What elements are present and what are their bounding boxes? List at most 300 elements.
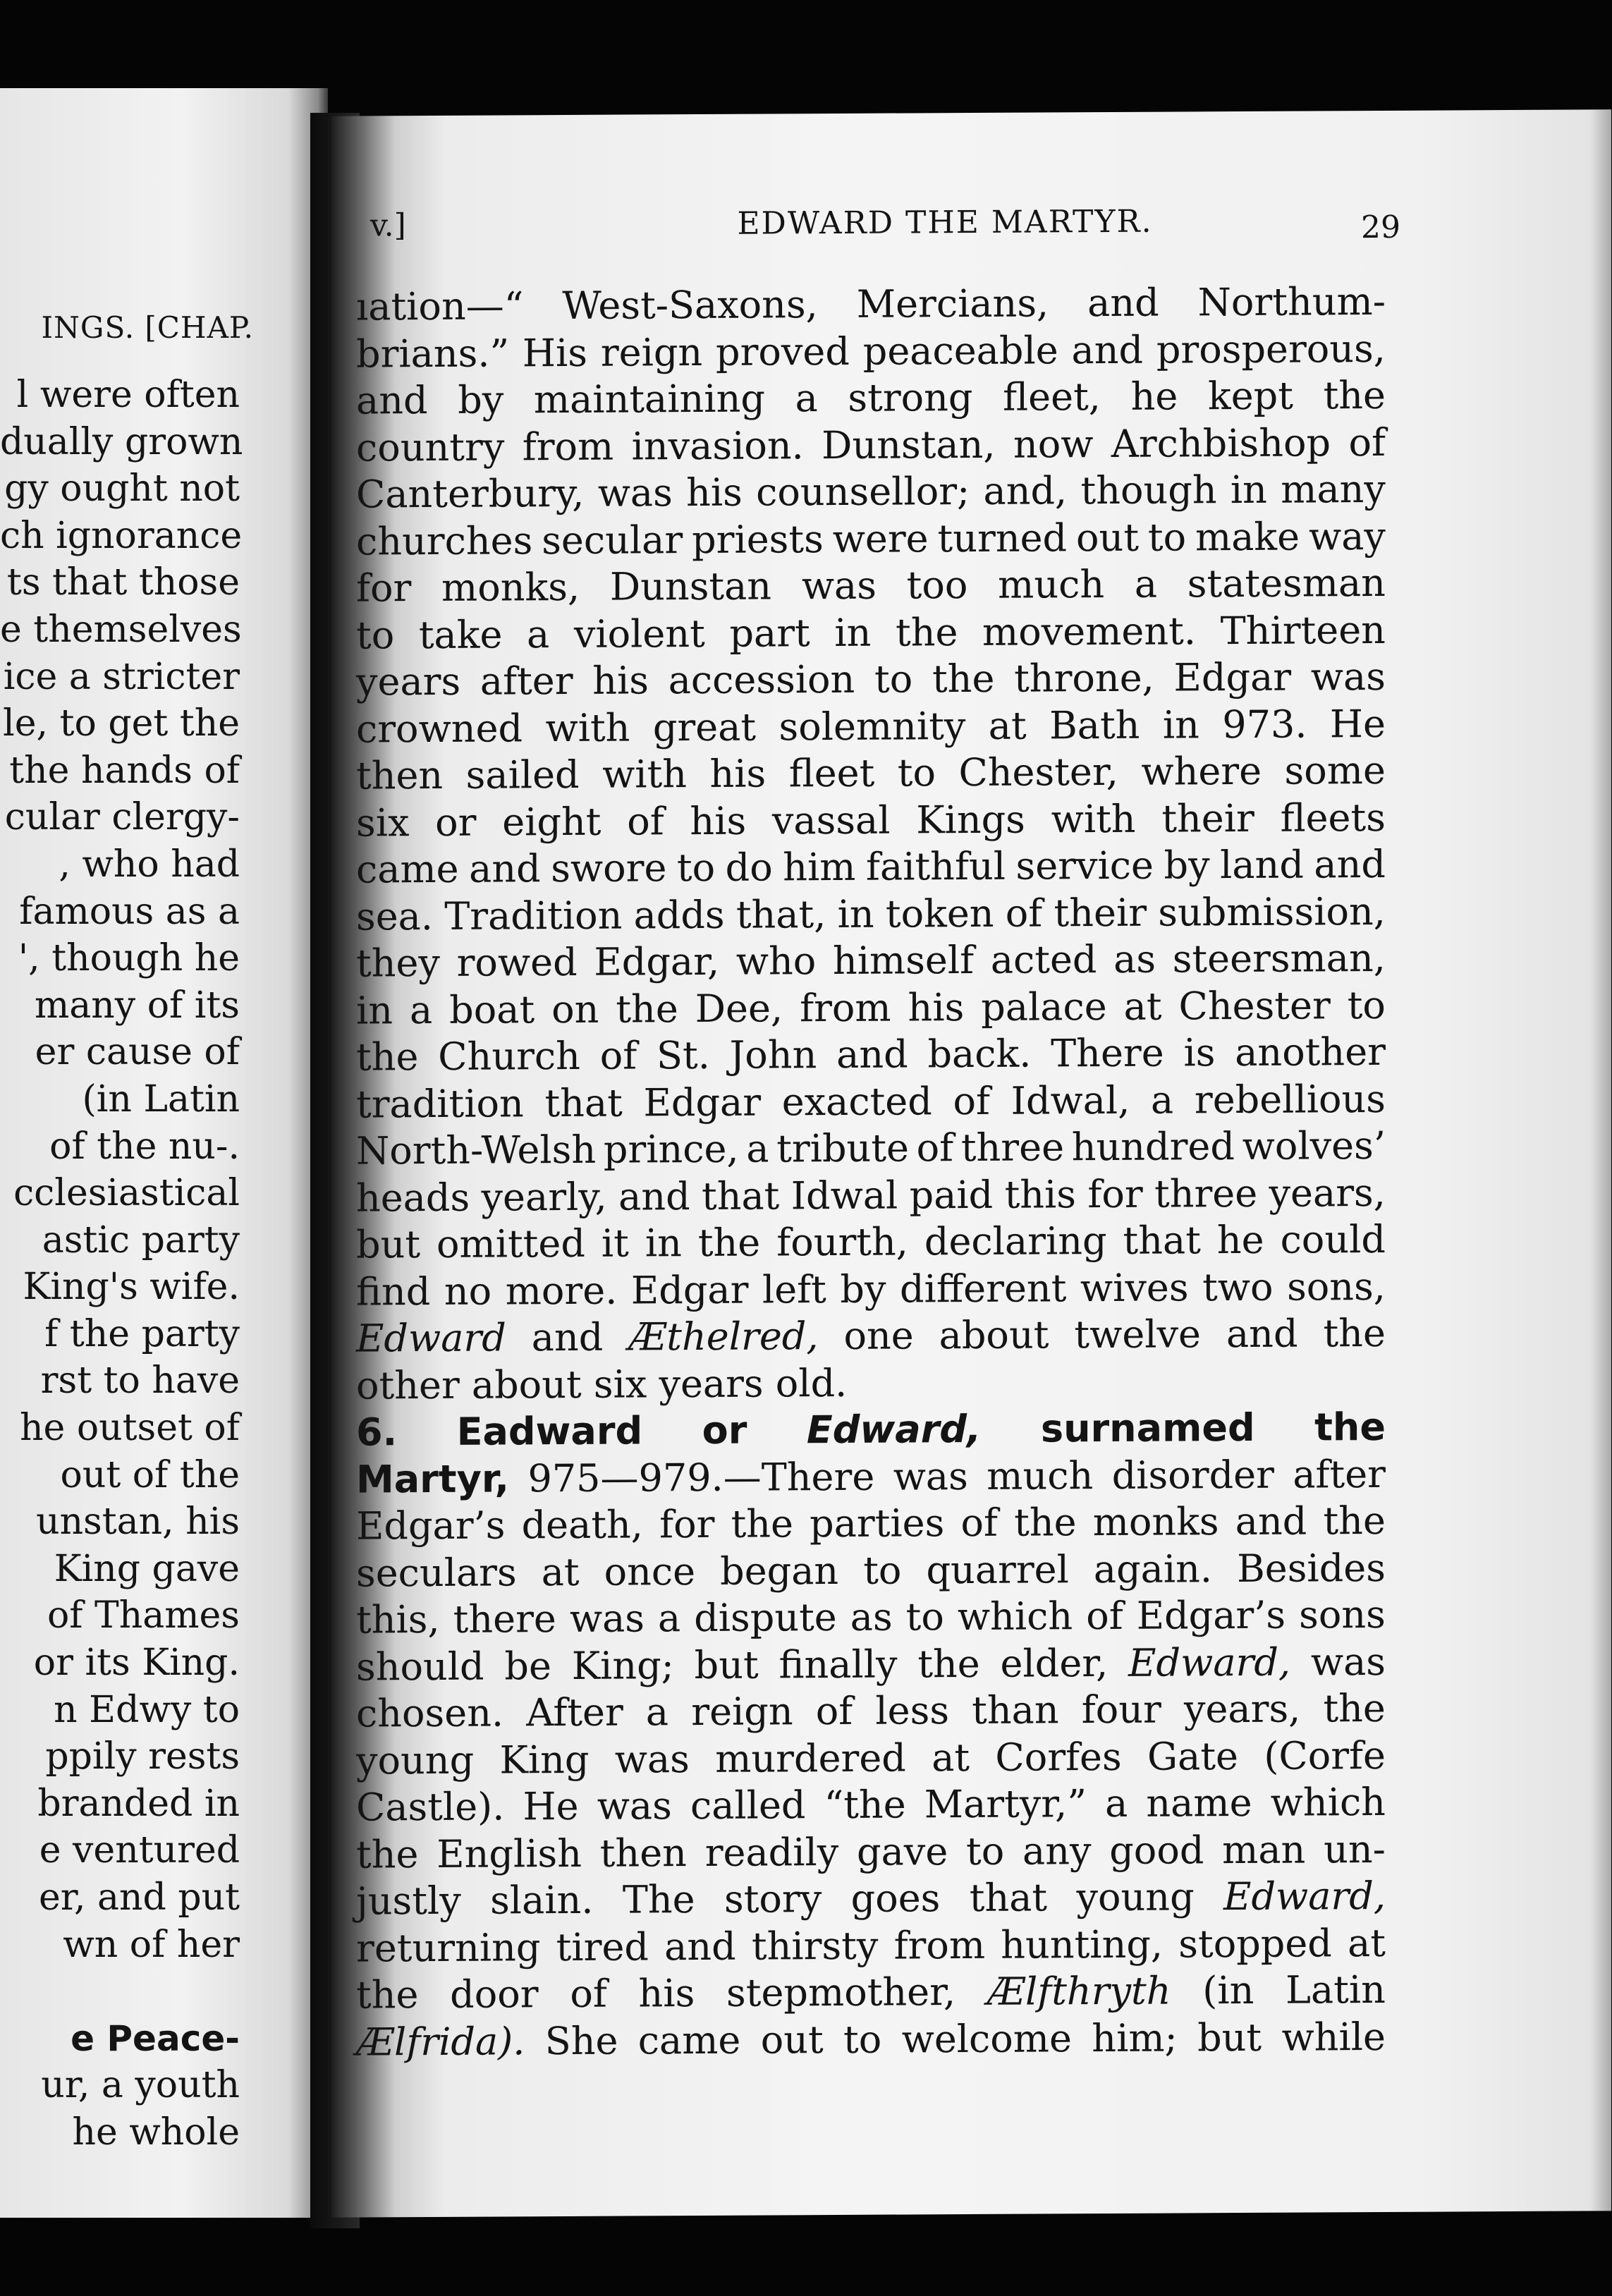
left-page-line: l were often <box>16 374 240 416</box>
word: North-Welsh <box>356 1127 597 1173</box>
word: make <box>1195 514 1300 559</box>
word: faithful <box>866 843 1006 889</box>
word: of <box>916 1125 954 1171</box>
word: gave <box>857 1828 948 1874</box>
word: Edgar’s <box>1136 1592 1286 1638</box>
word: to <box>843 2017 882 2062</box>
word: back. <box>927 1031 1032 1077</box>
text-line <box>356 1967 1386 2019</box>
word: no <box>444 1269 492 1314</box>
word: too <box>906 563 968 608</box>
word: in <box>837 891 874 936</box>
word: their <box>1161 795 1254 841</box>
word: three <box>960 1125 1065 1171</box>
left-page-line: the hands of <box>9 749 240 792</box>
left-page-line: ppily rests <box>45 1735 240 1778</box>
word: good <box>1109 1827 1204 1873</box>
word: He <box>1329 701 1386 746</box>
text-line <box>356 1592 1386 1644</box>
word: their <box>1054 890 1147 935</box>
word: Eadward <box>456 1408 643 1454</box>
word: invasion. <box>631 422 804 469</box>
page-number: 29 <box>1361 209 1400 246</box>
left-page-header: INGS. [CHAP. <box>41 310 254 345</box>
text-line <box>356 794 1386 846</box>
word: Edgar <box>643 1080 762 1125</box>
word: palace <box>981 984 1107 1030</box>
word: the <box>1014 1500 1077 1545</box>
word: the <box>356 1831 419 1877</box>
word: the <box>356 1034 419 1080</box>
word: chosen. <box>356 1690 504 1736</box>
word: St. <box>657 1032 710 1078</box>
word: violent <box>573 611 705 657</box>
word: many <box>1281 466 1386 512</box>
word: that <box>544 1080 623 1125</box>
word: Martyr,” <box>924 1781 1087 1827</box>
left-page-line: , who had <box>59 843 240 886</box>
word: monks, <box>441 564 580 610</box>
word: and <box>664 1924 736 1969</box>
right-page <box>331 109 1611 2218</box>
word: fleet, <box>1003 374 1101 420</box>
word: un- <box>1324 1826 1386 1871</box>
word: parties <box>810 1501 945 1546</box>
word: proved <box>716 329 850 374</box>
word: himself <box>832 937 975 984</box>
word: of <box>627 798 664 844</box>
word: was <box>597 470 673 515</box>
text-line <box>356 1451 1386 1503</box>
word: Thirteen <box>1220 607 1386 653</box>
word: be <box>504 1643 551 1688</box>
left-page-line <box>0 1968 240 2015</box>
word: tradition <box>356 1080 524 1127</box>
word: which <box>957 1594 1073 1639</box>
word: his <box>690 798 747 843</box>
word: young <box>1076 1874 1195 1920</box>
left-page-line: unstan, his <box>36 1501 240 1544</box>
word: with <box>1051 796 1136 841</box>
word: great <box>652 704 757 750</box>
word: finally <box>778 1642 898 1687</box>
word: and <box>618 1173 690 1219</box>
word: was <box>614 1736 690 1782</box>
left-page-line: of the nu-. <box>49 1125 240 1168</box>
text-line <box>356 1544 1386 1596</box>
text-line <box>356 1685 1386 1738</box>
word: solemnity <box>778 703 966 749</box>
word: a <box>1134 561 1158 606</box>
word: Mercians, <box>856 281 1049 326</box>
word: out <box>760 2017 824 2063</box>
word: crowned <box>356 705 523 752</box>
word: sons, <box>1287 1264 1386 1309</box>
word: the <box>896 609 958 655</box>
text-line <box>356 1732 1386 1784</box>
text-line <box>356 2013 1386 2065</box>
word: hundred <box>1071 1124 1235 1170</box>
left-page-text <box>0 372 243 2156</box>
word: swore <box>551 845 667 891</box>
word: murdered <box>715 1735 906 1781</box>
word: slain. <box>490 1877 594 1923</box>
word: Ælfrida). <box>356 2018 525 2065</box>
word: and <box>1314 841 1386 887</box>
word: fleet <box>788 750 875 796</box>
word: eight <box>502 799 602 844</box>
text-line <box>356 1404 1386 1456</box>
word: 6. <box>356 1410 398 1455</box>
word: fourth, <box>776 1219 908 1265</box>
word: called <box>690 1783 806 1828</box>
word: 973. <box>1222 702 1307 747</box>
word: the <box>1323 1498 1386 1544</box>
word: out <box>1076 515 1140 560</box>
word: country <box>356 424 505 470</box>
word: wives <box>1080 1264 1189 1310</box>
left-page-line: ts that those <box>6 561 240 604</box>
word: accession <box>668 657 855 703</box>
word: to <box>905 1594 944 1639</box>
word: Edgar’s <box>356 1503 506 1549</box>
word: man <box>1222 1827 1306 1872</box>
word: stepmother, <box>726 1970 956 2015</box>
word: to <box>1147 514 1187 560</box>
text-line <box>356 513 1386 565</box>
word: was <box>1310 1639 1386 1684</box>
left-page-line: branded in <box>37 1782 240 1825</box>
word: once <box>604 1549 696 1594</box>
word: the <box>917 1641 980 1686</box>
word: Dunstan, <box>822 422 996 468</box>
word: two <box>1202 1264 1274 1309</box>
word: surnamed <box>1040 1405 1255 1451</box>
word: his <box>686 470 743 515</box>
left-page-line: cular clergy- <box>4 796 240 839</box>
word: Edward, <box>1223 1873 1386 1919</box>
word: one <box>843 1313 914 1358</box>
word: Canterbury, <box>356 470 585 517</box>
left-page-line: er cause of <box>35 1031 240 1074</box>
word: secular <box>542 517 683 563</box>
text-line <box>356 419 1386 471</box>
word: by <box>1164 843 1210 888</box>
word: maintaining <box>533 376 765 422</box>
word: from <box>522 424 614 469</box>
text-line <box>356 1310 1386 1362</box>
word: Idwal, <box>1010 1077 1130 1123</box>
word: way <box>1309 513 1386 558</box>
word: of <box>599 1033 637 1078</box>
word: (Corfe <box>1264 1733 1386 1778</box>
left-page-line: e themselves <box>0 608 242 651</box>
left-page-line: rst to have <box>40 1360 240 1403</box>
word: strong <box>848 374 973 420</box>
left-page-line: astic party <box>42 1219 240 1262</box>
word: Dunstan <box>609 563 772 609</box>
word: from <box>800 985 891 1030</box>
word: elder, <box>1000 1640 1109 1686</box>
word: the <box>1314 1404 1386 1450</box>
word: that <box>1123 1218 1201 1263</box>
word: seculars <box>356 1549 517 1596</box>
word: where <box>1141 748 1262 794</box>
word: Æthelred, <box>628 1314 819 1360</box>
word: that, <box>735 891 826 937</box>
text-line <box>356 1498 1386 1550</box>
word: fleets <box>1280 795 1386 841</box>
left-page-line: e Peace- <box>71 2017 240 2059</box>
word: Edward, <box>806 1406 982 1453</box>
word: to <box>356 612 395 658</box>
word: while <box>1281 2014 1386 2060</box>
word: in <box>1230 467 1267 513</box>
word: in <box>356 987 393 1033</box>
word: exacted <box>781 1078 932 1124</box>
text-line <box>356 606 1386 659</box>
word: readily <box>704 1829 839 1875</box>
word: another <box>1235 1029 1386 1075</box>
word: came <box>356 846 459 892</box>
word: but <box>694 1642 759 1687</box>
text-line <box>356 1873 1386 1925</box>
word: John <box>729 1032 817 1077</box>
word: movement. <box>982 608 1197 654</box>
word: Edward, <box>1128 1639 1291 1685</box>
word: tired <box>556 1924 649 1970</box>
word: of <box>1348 420 1386 465</box>
word: omitted <box>436 1221 585 1266</box>
text-line <box>356 935 1386 987</box>
word: stopped <box>1178 1920 1332 1966</box>
word: Tradition <box>444 893 623 939</box>
word: Latin <box>1286 1967 1386 2013</box>
word: him; <box>1092 2015 1178 2060</box>
word: after <box>480 658 573 704</box>
word: dispute <box>694 1594 837 1641</box>
word: his <box>638 1971 695 2016</box>
word: was <box>893 1453 968 1499</box>
word: His <box>522 330 587 375</box>
left-page-line: ', though he <box>18 937 240 980</box>
word: and <box>469 846 541 891</box>
word: to <box>676 845 716 891</box>
word: twelve <box>1074 1312 1202 1357</box>
left-page-line: gy ought not <box>4 468 240 511</box>
word: it <box>601 1221 629 1266</box>
word: he <box>1130 374 1178 419</box>
word: West-Saxons, <box>562 282 818 329</box>
word: Church <box>438 1033 580 1079</box>
word: on <box>551 987 599 1032</box>
left-page <box>0 88 328 2218</box>
word: a <box>1151 1077 1174 1123</box>
word: Edgar <box>1173 654 1292 700</box>
word: (in <box>1202 1967 1254 2013</box>
word: or <box>435 800 477 845</box>
word: to <box>863 1548 902 1593</box>
word: and <box>1235 1498 1307 1544</box>
word: some <box>1284 747 1386 793</box>
word: by <box>840 1266 886 1312</box>
word: hunting, <box>1001 1922 1164 1967</box>
word: After <box>526 1690 623 1735</box>
word: four <box>1081 1687 1161 1733</box>
word: than <box>972 1687 1059 1733</box>
word: the <box>697 1220 761 1266</box>
word: his <box>709 751 767 796</box>
word: that <box>702 1173 780 1219</box>
word: of <box>1086 1593 1123 1639</box>
word: he <box>1216 1217 1264 1263</box>
word: service <box>1015 843 1154 889</box>
word: to <box>966 1828 1005 1874</box>
word: sailed <box>465 752 580 798</box>
word: was <box>1310 654 1386 700</box>
word: declaring <box>924 1218 1107 1264</box>
text-line <box>356 888 1386 940</box>
word: years, <box>1269 1170 1386 1216</box>
word: part <box>729 610 810 656</box>
left-page-line: or its King. <box>33 1642 240 1685</box>
word: brians.” <box>356 330 510 377</box>
word: again. <box>1093 1546 1213 1592</box>
word: Gate <box>1147 1733 1239 1779</box>
word: young <box>356 1738 475 1783</box>
word: The <box>622 1877 695 1922</box>
word: now <box>1013 421 1094 467</box>
left-page-line: dually grown <box>0 420 243 463</box>
word: the <box>731 1501 793 1546</box>
word: about <box>939 1312 1049 1358</box>
word: statesman <box>1187 560 1386 606</box>
word: prince, <box>603 1126 739 1172</box>
word: at <box>932 1735 970 1780</box>
word: English <box>436 1831 582 1876</box>
word: was <box>597 1783 672 1828</box>
word: is <box>1183 1030 1216 1075</box>
word: Idwal <box>790 1173 898 1218</box>
text-line <box>356 1779 1386 1831</box>
word: for <box>659 1501 715 1547</box>
page-title: EDWARD THE MARTYR. <box>737 203 1153 242</box>
word: steersman, <box>1172 935 1386 982</box>
word: story <box>724 1876 822 1922</box>
text-line <box>356 372 1386 425</box>
word: in <box>1162 702 1199 747</box>
left-page-line: out of the <box>60 1453 240 1496</box>
text-line <box>356 747 1386 800</box>
left-page-line: wn of her <box>63 1923 240 1966</box>
left-page-line: ice a stricter <box>3 655 240 698</box>
word: “the <box>824 1782 906 1828</box>
word: Bath <box>1049 702 1140 747</box>
word: tribute <box>776 1125 909 1171</box>
word: find <box>356 1269 431 1314</box>
word: his <box>908 984 965 1030</box>
word: goes <box>850 1876 941 1921</box>
word: and <box>836 1032 908 1077</box>
word: they <box>356 940 440 986</box>
word: Besides <box>1237 1545 1386 1591</box>
word: Dee, <box>695 985 783 1031</box>
word: with <box>545 705 630 750</box>
text-line <box>356 1826 1386 1878</box>
word: Corfes <box>995 1734 1122 1780</box>
word: the <box>932 656 995 702</box>
text-line <box>356 466 1386 518</box>
word: years <box>356 659 461 704</box>
word: then <box>356 752 444 798</box>
word: Edgar, <box>594 939 720 984</box>
word: of <box>960 1500 998 1546</box>
word: three <box>1154 1171 1258 1216</box>
page-edge-shadow <box>1590 109 1611 2211</box>
word: monks <box>1092 1499 1219 1545</box>
left-page-line: e ventured <box>39 1829 240 1872</box>
word: rebellious <box>1194 1076 1386 1122</box>
word: this, <box>356 1596 440 1642</box>
text-line <box>356 1638 1386 1690</box>
text-line <box>356 1357 1386 1409</box>
word: could <box>1280 1216 1386 1262</box>
word: turned <box>937 515 1068 561</box>
word: from <box>893 1922 986 1968</box>
word: kept <box>1207 373 1293 419</box>
word: Martyr, <box>356 1455 510 1502</box>
word: justly <box>356 1878 461 1924</box>
word: this <box>1004 1171 1077 1217</box>
word: after <box>1293 1451 1386 1497</box>
word: began <box>720 1548 839 1594</box>
word: but <box>356 1222 421 1267</box>
word: death, <box>521 1502 643 1548</box>
word: do <box>725 845 773 890</box>
text-line <box>356 841 1386 893</box>
word: left <box>762 1266 826 1312</box>
running-header <box>331 202 1400 250</box>
word: heads <box>356 1175 470 1221</box>
word: of <box>953 1078 990 1123</box>
word: She <box>544 2018 618 2063</box>
left-page-line: ur, a youth <box>41 2064 240 2107</box>
word: the <box>1323 1685 1386 1731</box>
word: There <box>1051 1030 1164 1076</box>
text-line <box>356 1075 1386 1128</box>
word: or <box>702 1407 747 1453</box>
word: and, <box>983 468 1068 513</box>
word: should <box>356 1644 484 1690</box>
word: Chester <box>1178 982 1331 1028</box>
word: quarrel <box>926 1546 1069 1592</box>
word: years, <box>1183 1686 1301 1732</box>
word: sea. <box>356 893 434 939</box>
word: who <box>735 939 817 984</box>
body-text <box>356 279 1386 2066</box>
word: prosperous, <box>1156 326 1386 372</box>
word: of <box>570 1971 607 2016</box>
left-page-line: (in Latin <box>82 1077 240 1120</box>
word: take <box>418 611 503 657</box>
word: the <box>1323 1310 1386 1356</box>
text-line <box>356 560 1386 612</box>
word: to <box>897 750 936 795</box>
word: submission, <box>1158 889 1386 935</box>
word: the <box>1323 372 1386 418</box>
left-page-line: famous as a <box>19 890 240 933</box>
word: six <box>356 800 410 845</box>
